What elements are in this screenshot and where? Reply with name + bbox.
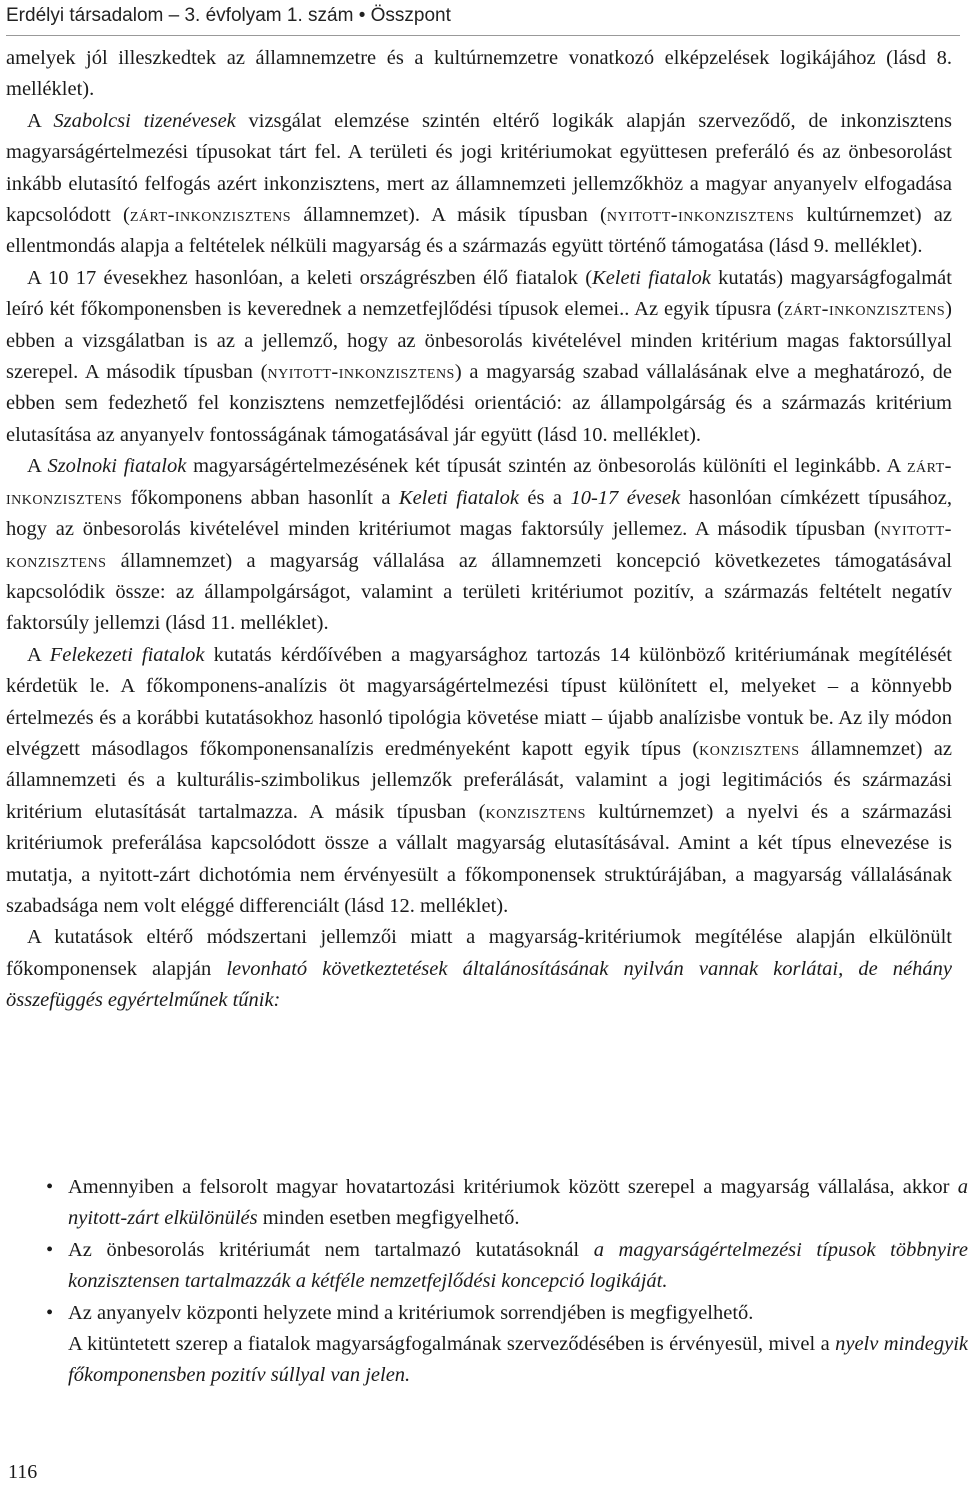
- type-label: konzisztens: [485, 800, 586, 823]
- paragraph: [6, 640, 952, 923]
- type-label: nyitott-inkonzisztens: [606, 204, 795, 227]
- text-span: amelyek jól illeszkedtek az államnemzetre és a kultúrnemzetre vonatkozó elképzelések logikájához (lásd 8. melléklet).: [6, 47, 952, 101]
- list-item: [68, 1329, 968, 1392]
- text-span: Amennyiben a felsorolt magyar hovatartozási kritériumok között szerepel a magyarság vállalása, akkor: [68, 1176, 958, 1198]
- type-label: zárt-inkonzisztens: [6, 455, 952, 509]
- text-span: főkomponens abban hasonlít a: [122, 486, 399, 509]
- italic-span: levonható következtetések általánosításának nyilván vannak korlátai, de néhány összefüggés egyértelműnek tűnik:: [6, 957, 952, 1012]
- italic-span: Szolnoki fiatalok: [47, 455, 187, 478]
- italic-span: nyelv mindegyik főkomponensben pozitív súllyal van jelen.: [68, 1333, 968, 1387]
- text-span: és a: [518, 486, 571, 509]
- text-span: Az anyanyelv központi helyzete mind a kritériumok sorrendjében is megfigyelhető.: [68, 1301, 754, 1324]
- text-span: A: [27, 643, 50, 666]
- type-label: konzisztens: [699, 737, 800, 760]
- text-span: A kutatások eltérő módszertani jellemzői miatt a magyarság-kritériumok megítélése alapján elkülönült főkomponensek alapján: [6, 926, 952, 980]
- paragraph: [6, 922, 952, 1016]
- text-span: hasonlóan címkézett típusához, hogy az önbesorolás kivételével minden kritériumot magas faktorsúly jellemez. A második típusban (: [6, 486, 952, 541]
- italic-span: Keleti fiatalok: [398, 486, 519, 509]
- text-span: kutatás) magyarságfogalmát leíró két főkomponensben is keverednek a nemzetfejlődési típusok elemei.. Az egyik típusra (: [6, 266, 952, 321]
- type-label: zárt-inkonzisztens: [783, 298, 946, 321]
- italic-span: Felekezeti fiatalok: [49, 643, 205, 666]
- text-span: A kitüntetett szerep a fiatalok magyarságfogalmának szerveződésében is érvényesül, mivel a: [68, 1333, 836, 1356]
- italic-span: a magyarságértelmezési típusok többnyire konzisztensen tartalmazzák a kétféle nemzetfejlődési koncepció logikáját.: [68, 1238, 968, 1293]
- text-span: minden esetben megfigyelhető.: [257, 1207, 520, 1230]
- paragraph: [6, 43, 952, 106]
- text-span: államnemzet). A másik típusban (: [291, 204, 607, 227]
- text-span: államnemzet) az államnemzeti és a kulturális-szimbolikus jellemzők preferálását, valamint a jogi legitimációs és származási kritérium elutasítását tartalmazza. A másik típusban (: [6, 737, 952, 823]
- conclusions-list: [6, 1172, 968, 1392]
- list-item: [68, 1172, 968, 1235]
- paragraph: [6, 263, 952, 451]
- list-item: [68, 1298, 968, 1329]
- main-text: [6, 43, 952, 1017]
- text-span: kutatás kérdőívében a magyarsághoz tartozás 14 különböző kritériumának megítélését kérdetük le. A főkomponens-analízis öt magyarságértelmezési típust különített el, melyeket – a könnyebb értelmezés és a korábbi kutatásokhoz hasonló tipológia követése miatt – újabb analízisbe vontuk be. Az ily módon elvégzett másodlagos főkomponensanalízis eredményeként kapott egyik típus (: [6, 643, 953, 760]
- text-span: ) ebben a vizsgálatban is az a jellemző, hogy az önbesorolás kivételével minden kritérium magas faktorsúllyal szerepel. A második típusban (: [6, 298, 952, 384]
- text-span: A: [27, 109, 54, 132]
- text-span: A: [27, 455, 48, 478]
- running-header: Erdélyi társadalom – 3. évfolyam 1. szám • Összpont: [6, 5, 451, 26]
- text-span: kultúrnemzet) a nyelvi és a származási kritériumok preferálása kapcsolódott össze a vállalt magyarság elutasításával. Amint a két típus elnevezése is mutatja, a nyitott-zárt dichotómia nem érvényesült a főkomponensek struktúrájában, a magyarság vállalásának szabadsága nem volt eléggé differenciált (lásd 12. melléklet).: [6, 800, 952, 917]
- list-item: [68, 1235, 968, 1298]
- text-span: vizsgálat elemzése szintén eltérő logikák alapján szerveződő, de inkonzisztens magyarságértelmezési típusokat tárt fel. A területi és jogi kritériumokat együttesen preferáló és az önbesorolást inkább elutasító felfogás azért inkonzisztens, mert az államnemzeti jellemzőkhöz a magyar anyanyelv elfogadása kapcsolódott (: [6, 109, 952, 227]
- paragraph: [6, 106, 952, 263]
- text-span: államnemzet) a magyarság vállalása az államnemzeti koncepció következetes támogatásával kapcsolódik össze: az állampolgárságot, valamint a területi kritériumot pozitív, a származás feltételt negatív faktorsúly jellemzi (lásd 11. melléklet).: [6, 549, 952, 635]
- page-number: 116: [8, 1461, 38, 1483]
- italic-span: a nyitott-zárt elkülönülés: [68, 1176, 968, 1230]
- paragraph: [6, 451, 952, 639]
- text-span: kultúrnemzet) az ellentmondás alapja a feltételek nélküli magyarság és a származás együtt történő támogatása (lásd 9. melléklet).: [6, 204, 952, 258]
- header-rule: [6, 35, 960, 36]
- type-label: nyitott-konzisztens: [6, 518, 952, 572]
- type-label: zárt-inkonzisztens: [129, 204, 292, 227]
- text-span: ) a magyarság szabad vállalásának elve a meghatározó, de ebben sem fedezhető fel konzisztens nemzetfejlődési orientáció: az állampolgárság és a származás kritérium elutasítása az anyanyelv fontosságának támogatásával jár együtt (lásd 10. melléklet).: [6, 361, 953, 446]
- type-label: nyitott-inkonzisztens: [267, 361, 455, 384]
- italic-span: 10-17 évesek: [570, 486, 681, 509]
- text-span: Az önbesorolás kritériumát nem tartalmazó kutatásoknál: [68, 1238, 594, 1261]
- italic-span: Keleti fiatalok: [592, 266, 711, 289]
- text-span: magyarságértelmezésének két típusát szintén az önbesorolás különíti el leginkább. A: [186, 455, 907, 478]
- text-span: A 10 17 évesekhez hasonlóan, a keleti országrészben élő fiatalok (: [27, 266, 593, 289]
- italic-span: Szabolcsi tizenévesek: [53, 109, 236, 132]
